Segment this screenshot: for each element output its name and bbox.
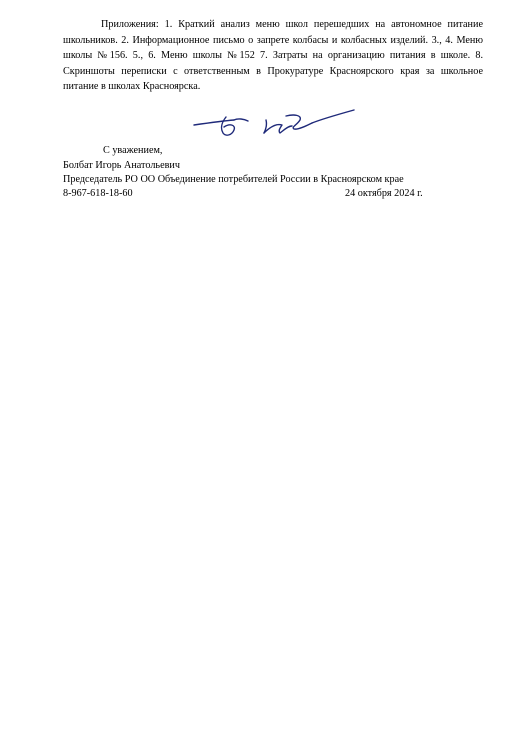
handwritten-signature	[190, 108, 358, 140]
signer-name: Болбат Игорь Анатольевич	[63, 160, 180, 171]
contact-phone: 8-967-618-18-60	[63, 188, 133, 199]
document-date: 24 октября 2024 г.	[345, 188, 423, 199]
attachments-paragraph: Приложения: 1. Краткий анализ меню школ перешедших на автономное питание школьников. 2. Информационное письмо о запрете колбасы и колбасных изделий. 3., 4. Меню школы №156. 5., 6. Меню школы №152 7. Затраты на организацию питания в школе. 8. Скриншоты переписки с ответственным в Прокуратуре Красноярского края за школьное питание в школах Красноярска.	[63, 19, 483, 93]
signer-position: Председатель РО ОО Объединение потребителей России в Красноярском крае	[63, 174, 404, 185]
closing-salutation: С уважением,	[103, 145, 163, 156]
